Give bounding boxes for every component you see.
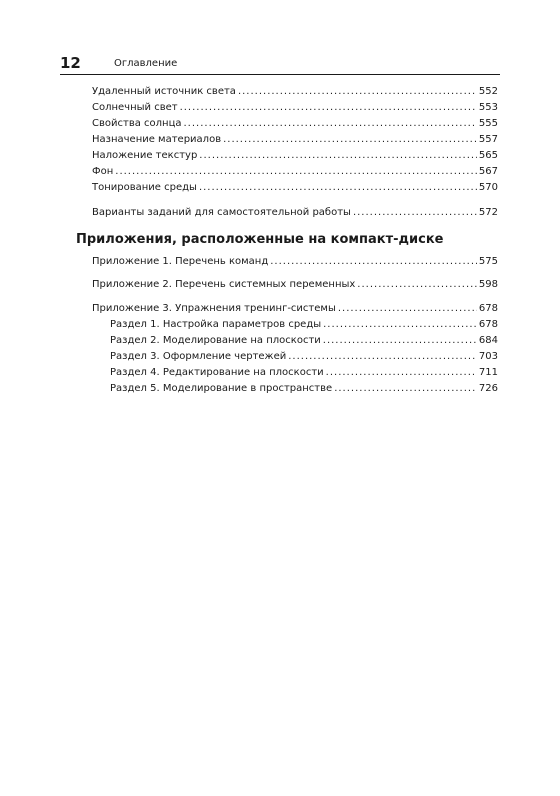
dot-leader: [288, 350, 477, 363]
page-header: [60, 54, 500, 75]
toc-entry-page: 570: [478, 182, 498, 193]
dot-leader: [270, 255, 477, 268]
toc-entry-title: Солнечный свет: [92, 102, 178, 113]
toc-entry-page: 678: [478, 303, 498, 314]
toc-entry-page: 552: [478, 86, 498, 97]
toc-entry[interactable]: [92, 101, 498, 114]
toc-entry-title: Наложение текстур: [92, 150, 198, 161]
running-head: Оглавление: [114, 58, 178, 69]
toc-entry-title: Раздел 3. Оформление чертежей: [110, 351, 287, 362]
toc-entry-page: 572: [478, 207, 498, 218]
toc-entry-title: Варианты заданий для самостоятельной работы: [92, 207, 351, 218]
toc-entry-page: 555: [478, 118, 498, 129]
toc-entry[interactable]: [92, 133, 498, 146]
toc-entry-title: Свойства солнца: [92, 118, 182, 129]
toc-entry-page: 711: [478, 367, 498, 378]
toc-entry-page: 598: [478, 279, 498, 290]
dot-leader: [180, 101, 477, 114]
dot-leader: [323, 334, 477, 347]
toc-entry-tasks[interactable]: [92, 206, 498, 219]
toc-entry-title: Раздел 2. Моделирование на плоскости: [110, 335, 321, 346]
toc-entry-title: Приложение 2. Перечень системных переменных: [92, 279, 356, 290]
toc-entry-page: 678: [478, 319, 498, 330]
dot-leader: [238, 85, 477, 98]
toc-entry-page: 565: [478, 150, 498, 161]
toc-entry-title: Фон: [92, 166, 114, 177]
dot-leader: [357, 278, 477, 291]
toc-entry-title: Тонирование среды: [92, 182, 197, 193]
dot-leader: [199, 181, 477, 194]
toc-entry-title: Приложение 3. Упражнения тренинг-системы: [92, 303, 336, 314]
dot-leader: [184, 117, 477, 130]
toc-entry-page: 557: [478, 134, 498, 145]
toc-subsection[interactable]: [110, 382, 498, 395]
toc-subsection[interactable]: [110, 334, 498, 347]
toc-entry-page: 575: [478, 256, 498, 267]
dot-leader: [353, 206, 477, 219]
toc-subsection[interactable]: [110, 318, 498, 331]
toc-entry[interactable]: [92, 165, 498, 178]
dot-leader: [323, 318, 477, 331]
toc-entry-title: Раздел 4. Редактирование на плоскости: [110, 367, 324, 378]
toc-entry-title: Приложение 1. Перечень команд: [92, 256, 269, 267]
dot-leader: [334, 382, 477, 395]
dot-leader: [223, 133, 477, 146]
toc-appendix[interactable]: [92, 302, 498, 315]
toc-appendix[interactable]: [92, 278, 498, 291]
dot-leader: [326, 366, 477, 379]
toc-entry-page: 684: [478, 335, 498, 346]
toc-entry-title: Удаленный источник света: [92, 86, 236, 97]
toc-entry-page: 703: [478, 351, 498, 362]
toc-entry[interactable]: [92, 85, 498, 98]
toc-appendix[interactable]: [92, 255, 498, 268]
toc-entry[interactable]: [92, 181, 498, 194]
toc-entry[interactable]: [92, 149, 498, 162]
section-heading: Приложения, расположенные на компакт-диске: [76, 232, 444, 247]
dot-leader: [199, 149, 477, 162]
page-number: 12: [60, 54, 81, 72]
dot-leader: [338, 302, 477, 315]
toc-subsection[interactable]: [110, 350, 498, 363]
toc-entry-page: 726: [478, 383, 498, 394]
toc-entry-page: 553: [478, 102, 498, 113]
toc-subsection[interactable]: [110, 366, 498, 379]
toc-entry-title: Раздел 5. Моделирование в пространстве: [110, 383, 333, 394]
toc-entry-page: 567: [478, 166, 498, 177]
toc-entry-title: Назначение материалов: [92, 134, 222, 145]
toc-entry[interactable]: [92, 117, 498, 130]
toc-entry-title: Раздел 1. Настройка параметров среды: [110, 319, 322, 330]
dot-leader: [115, 165, 477, 178]
